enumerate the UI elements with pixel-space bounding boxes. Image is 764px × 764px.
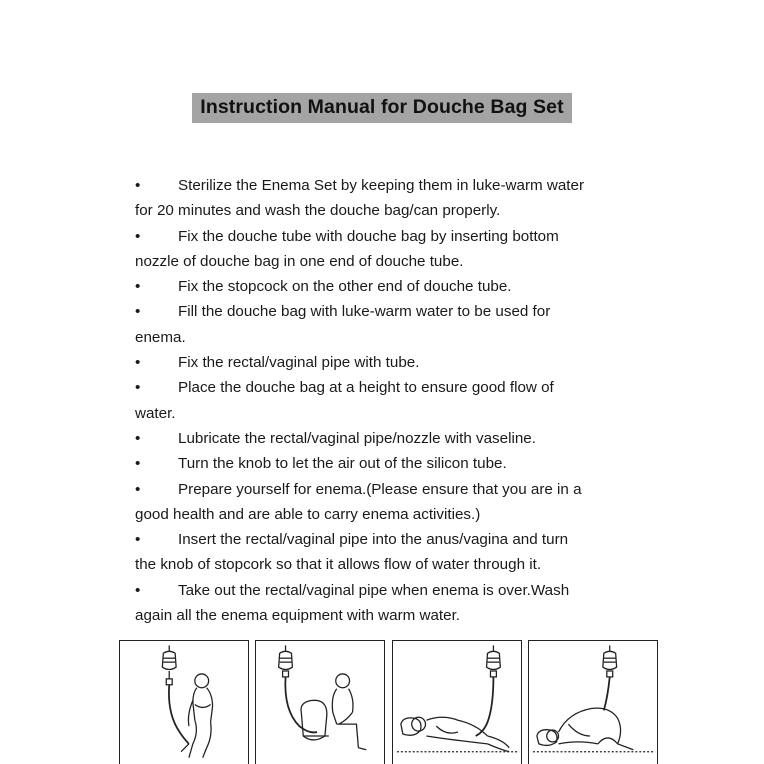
instruction-step — [135, 350, 650, 375]
step-text-line1: Take out the rectal/vaginal pipe when enema is over.Wash — [178, 581, 570, 599]
instruction-step — [135, 274, 650, 299]
step-text-line1: Fill the douche bag with luke-warm water to be used for — [178, 303, 551, 321]
instruction-step — [135, 426, 650, 451]
bullet-marker: • — [135, 278, 141, 296]
step-text-line1: Fix the douche tube with douche bag by inserting bottom — [178, 227, 559, 245]
bullet-marker: • — [135, 480, 141, 498]
illustration-panel-seated — [255, 640, 385, 764]
illustration-panel-knee-chest — [528, 640, 658, 764]
step-text-line1: Lubricate the rectal/vaginal pipe/nozzle with vaseline. — [178, 429, 536, 447]
step-text-line2: again all the enema equipment with warm water. — [135, 607, 461, 625]
step-text-line2: for 20 minutes and wash the douche bag/can properly. — [135, 202, 501, 220]
instruction-step — [135, 173, 650, 224]
step-text-line2: water. — [135, 404, 176, 422]
bullet-marker: • — [135, 177, 141, 194]
bullet-marker: • — [135, 227, 141, 245]
step-text-line1: Sterilize the Enema Set by keeping them in luke-warm water — [178, 177, 585, 194]
instruction-step — [135, 451, 650, 476]
page-title: Instruction Manual for Douche Bag Set — [192, 93, 571, 123]
step-text-line2: the knob of stopcork so that it allows flow of water through it. — [135, 556, 542, 574]
bullet-marker: • — [135, 531, 141, 549]
step-text-line2: good health and are able to carry enema activities.) — [135, 505, 481, 523]
illustration-panel-standing — [119, 640, 249, 764]
instruction-step — [135, 375, 650, 426]
instruction-list — [135, 173, 650, 628]
step-text-line1: Prepare yourself for enema.(Please ensure that you are in a — [178, 480, 582, 498]
step-text-line1: Fix the rectal/vaginal pipe with tube. — [178, 354, 420, 372]
step-text-line1: Turn the knob to let the air out of the silicon tube. — [178, 455, 507, 473]
instruction-step — [135, 224, 650, 275]
bullet-marker: • — [135, 455, 141, 473]
bullet-marker: • — [135, 303, 141, 321]
instruction-step — [135, 527, 650, 578]
title-container — [0, 93, 764, 123]
instruction-step — [135, 477, 650, 528]
step-text-line1: Insert the rectal/vaginal pipe into the anus/vagina and turn — [178, 531, 569, 549]
bullet-marker: • — [135, 581, 141, 599]
instruction-step — [135, 578, 650, 629]
standing-person-with-douche-bag-illustration — [120, 641, 248, 764]
illustration-panel-side-lying — [392, 640, 522, 764]
illustration-strip — [119, 640, 659, 764]
step-text-line1: Place the douche bag at a height to ensure good flow of — [178, 379, 554, 397]
instruction-step — [135, 299, 650, 350]
side-lying-person-with-douche-bag-illustration — [393, 641, 521, 764]
seated-person-with-douche-bag-illustration — [256, 641, 384, 764]
knee-chest-person-with-douche-bag-illustration — [529, 641, 657, 764]
step-text-line1: Fix the stopcock on the other end of douche tube. — [178, 278, 512, 296]
bullet-marker: • — [135, 379, 141, 397]
step-text-line2: enema. — [135, 328, 186, 346]
bullet-marker: • — [135, 354, 141, 372]
bullet-marker: • — [135, 429, 141, 447]
step-text-line2: nozzle of douche bag in one end of douche tube. — [135, 252, 464, 270]
